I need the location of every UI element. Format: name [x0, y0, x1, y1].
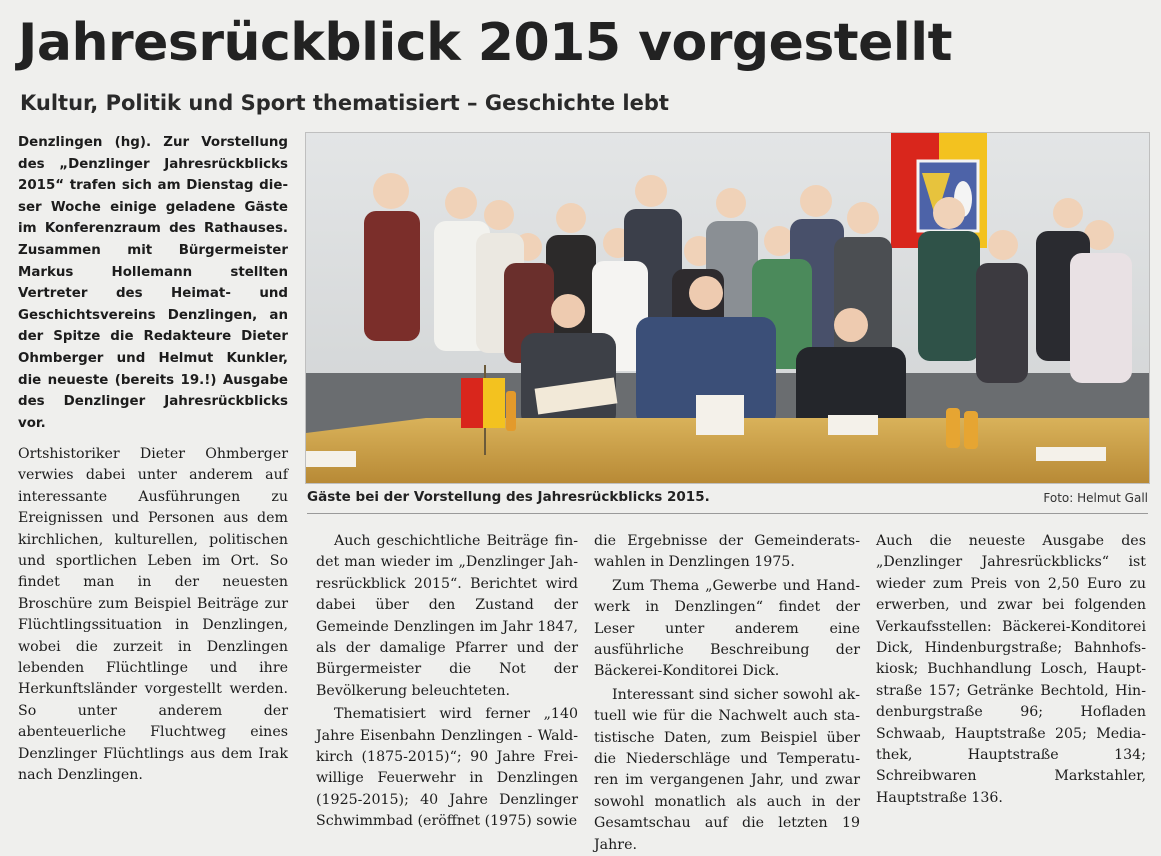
body-paragraph: Auch geschichtliche Beiträge findet man wieder im „Denzlinger Jahresrückblick 2015“. Berichtet wird dabei über den Zustand der Gemeinde Denzlingen im Jahr 1847, als der damalige Pfarrer und der Bürgermeister die Not der Bevölkerung beleuchteten.: [316, 533, 578, 699]
body-paragraph: Zum Thema „Gewerbe und Handwerk in Denzlingen“ findet der Leser unter anderem eine ausführliche Beschreibung der Bäckerei-Konditorei Dick.: [594, 577, 860, 680]
body-paragraph: Auch die neueste Ausgabe des „Denzlinger Jahresrückblicks“ ist wieder zum Preis von 2,50 Euro zu erwerben, und zwar bei folgenden Verkaufsstellen: Bäckerei-Konditorei Dick, Hindenburgstraße; Bahnhofskiosk; Buchhandlung Losch, Hauptstraße 157; Getränke Bechtold, Hindenburgstraße 96; Hofladen Schwaab, Hauptstraße 205; Mediathek, Hauptstraße 134; Schreibwaren Markstahler, Hauptstraße 136.: [876, 533, 1146, 806]
body-paragraph: Ortshistoriker Dieter Ohmberger verwies dabei unter anderem auf interessante Ausführungen zu Ereignissen und Personen aus dem kirchlichen, kulturellen, politischen und sportlichen Leben im Ort. So findet man in der neuesten Broschüre zum Beispiel Beiträge zur Flüchtlingssituation in Denzlingen, wobei die zurzeit in Denzlingen lebenden Flüchtlinge und ihre Herkunftsländer vorgestellt werden. So unter anderem der abenteuerliche Fluchtweg eines Denzlinger Flüchtlings aus dem Irak nach Denzlingen.: [18, 446, 288, 784]
subheadline: Kultur, Politik und Sport thematisiert – Geschichte lebt: [20, 91, 669, 115]
body-paragraph: Interessant sind sicher sowohl aktuell wie für die Nachwelt auch statistische Daten, zum Beispiel über die Niederschläge und Temperaturen im vergangenen Jahr, und zwar sowohl monatlich als auch in der Gesamtschau auf die letzten 19 Jahre.: [594, 686, 860, 853]
headline: Jahresrückblick 2015 vorgestellt: [18, 13, 952, 73]
article-column-1-lead: [18, 132, 288, 434]
caption-text: Gäste bei der Vorstellung des Jahresrückblicks 2015.: [307, 489, 710, 505]
group-photo: [305, 132, 1150, 484]
lead-paragraph: Denzlingen (hg). Zur Vorstellung des „Denzlinger Jahresrückblicks 2015“ trafen sich am Dienstag dieser Woche einige geladene Gäste im Konferenzraum des Rathauses. Zusammen mit Bürgermeister Markus Hollemann stellten Vertreter des Heimat- und Geschichtsvereins Denzlingen, an der Spitze die Redakteure Dieter Ohmberger und Helmut Kunkler, die neueste (bereits 19.!) Ausgabe des Denzlinger Jahresrückblicks vor.: [18, 135, 288, 431]
article-column-1: [18, 444, 288, 787]
group-photo-illustration: [306, 133, 1149, 483]
photo-credit: Foto: Helmut Gall: [1043, 491, 1148, 505]
photo-caption: [307, 489, 1148, 514]
article-column-4: [876, 531, 1146, 809]
article-column-2: [316, 531, 578, 833]
body-paragraph: Thematisiert wird ferner „140 Jahre Eisenbahn Denzlingen - Waldkirch (1875-2015)“; 90 Jahre Freiwillige Feuerwehr in Denzlingen (1925-2015); 40 Jahre Denzlinger Schwimmbad (eröffnet (1975) sowie: [316, 706, 578, 830]
article-column-3: [594, 531, 860, 856]
body-paragraph: die Ergebnisse der Gemeinderatswahlen in Denzlingen 1975.: [594, 533, 860, 571]
